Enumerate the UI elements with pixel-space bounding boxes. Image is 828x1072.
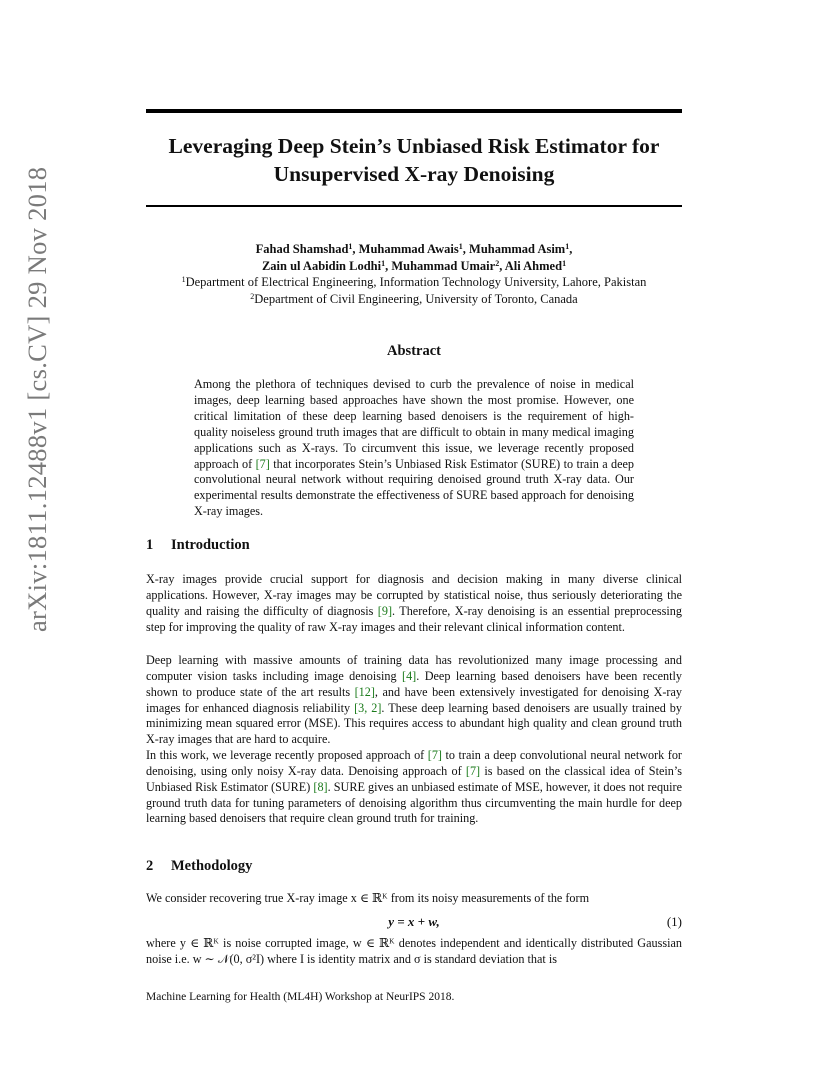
section-title: Methodology: [171, 858, 253, 874]
citation-link[interactable]: [4]: [402, 668, 417, 683]
author-name: Muhammad Umair: [391, 258, 496, 273]
section-number: 2: [146, 858, 154, 874]
author-aff: 1: [381, 258, 386, 268]
author-name: Muhammad Awais: [358, 242, 459, 256]
method-paragraph-1: We consider recovering true X-ray image x ∈ ℝᴷ from its noisy measurements of the form: [146, 891, 590, 905]
author-name: Muhammad Asim: [469, 242, 566, 256]
author-aff: 2: [495, 258, 500, 268]
citation-link[interactable]: [9]: [377, 603, 393, 618]
citation-link[interactable]: [8]: [313, 779, 328, 794]
affiliation-1: $^1$Department of Electrical Engineering, Information Technology University, Lahore, Pakistan: [181, 275, 647, 289]
citation-link[interactable]: [7]: [255, 456, 270, 471]
affiliation-2: $^2$Department of Civil Engineering, University of Toronto, Canada: [250, 291, 578, 306]
equation-1: [146, 914, 682, 930]
abstract-heading: Abstract: [387, 343, 441, 359]
intro-paragraph-3: In this work, we leverage recently proposed approach of [7] to train a deep convolutional neural network for denoising, using only noisy X-ray data. Denoising approach of [7] is based on the classical idea of Stein’s Unbiased Risk Estimator (SURE) [8]. SURE gives an unbiased estimate of MSE, however, it does not require ground truth data for tuning parameters of denoising algorithm thus circumventing the main hurdle for deep learning based denoisers that require clean ground truth for training.: [146, 748, 682, 826]
abstract-text: Among the plethora of techniques devised to curb the prevalence of noise in medical images, deep learning based approaches have shown the most promise. However, one critical limitation of these deep learning based denoisers is the requirement of high-quality noiseless ground truth images that are difficult to obtain in many medical imaging applications such as X-rays. To circumvent this issue, we leverage recently proposed approach of [7] that incorporates Stein’s Unbiased Risk Estimator (SURE) to train a deep convolutional neural network without requiring denoised ground truth X-ray data. Our experimental results demonstrate the effectiveness of SURE based approach for denoising X-ray images.: [194, 377, 634, 519]
method-paragraph-2: where y ∈ ℝᴷ is noise corrupted image, w ∈ ℝᴷ denotes independent and identically distributed Gaussian noise i.e. w ∼ 𝒩(0, σ²I) where I is identity matrix and σ is standard deviation that is: [146, 936, 682, 966]
equation-body: y = x + w,: [388, 914, 440, 929]
citation-link[interactable]: [3, 2]: [354, 700, 382, 715]
author-line-2: Zain ul Aabidin Lodhi$^1$, Muhammad Umair$^2$, Ali Ahmed$^1$: [261, 258, 567, 273]
author-name: Fahad Shamshad: [255, 242, 349, 256]
citation-link[interactable]: [7]: [427, 748, 442, 762]
title-line-2: Unsupervised X-ray Denoising: [273, 162, 555, 186]
author-line-1: Fahad Shamshad$^1$, Muhammad Awais$^1$, Muhammad Asim$^1$,: [255, 242, 573, 256]
equation-number: (1): [666, 914, 682, 929]
section-heading-methodology: [146, 858, 252, 875]
title-bottom-rule: [146, 205, 682, 207]
aff-mark: 1: [181, 275, 186, 284]
author-aff: 1: [565, 242, 570, 251]
author-block: [146, 241, 682, 307]
citation-link[interactable]: [12]: [354, 684, 375, 699]
author-aff: 1: [562, 258, 567, 268]
title-line-1: Leveraging Deep Stein’s Unbiased Risk Estimator for: [168, 134, 660, 158]
author-name: Ali Ahmed: [504, 258, 563, 273]
author-aff: 1: [348, 242, 353, 251]
title-top-rule: [146, 109, 682, 113]
intro-paragraph-2: Deep learning with massive amounts of training data has revolutionized many image processing and computer vision tasks including image denoising [4]. Deep learning based denoisers have been recently shown to produce state of the art results [12], and have been extensively investigated for denoising X-ray images for enhanced diagnosis reliability [3, 2]. These deep learning based denoisers are usually trained by minimizing mean squared error (MSE). This requires access to abundant high quality and clean ground truth X-ray images that are hard to acquire.: [146, 653, 683, 747]
intro-paragraph-1: X-ray images provide crucial support for diagnosis and decision making in many diverse clinical applications. However, X-ray images may be corrupted by statistical noise, thus seriously deteriorating the quality and raising the difficulty of diagnosis [9]. Therefore, X-ray denoising is an essential preprocessing step for improving the quality of raw X-ray images and their relevant clinical information content.: [146, 572, 682, 634]
paper-title: [146, 132, 682, 188]
author-aff: 1: [458, 242, 463, 251]
citation-link[interactable]: [7]: [465, 763, 481, 778]
section-title: Introduction: [171, 537, 250, 553]
arxiv-side-label: arXiv:1811.12488v1 [cs.CV] 29 Nov 2018: [22, 166, 52, 632]
section-number: 1: [146, 537, 154, 553]
footer-venue: Machine Learning for Health (ML4H) Workshop at NeurIPS 2018.: [146, 991, 455, 1003]
section-heading-introduction: [146, 537, 250, 554]
aff-mark: 2: [250, 291, 255, 301]
author-name: Zain ul Aabidin Lodhi: [261, 258, 382, 273]
